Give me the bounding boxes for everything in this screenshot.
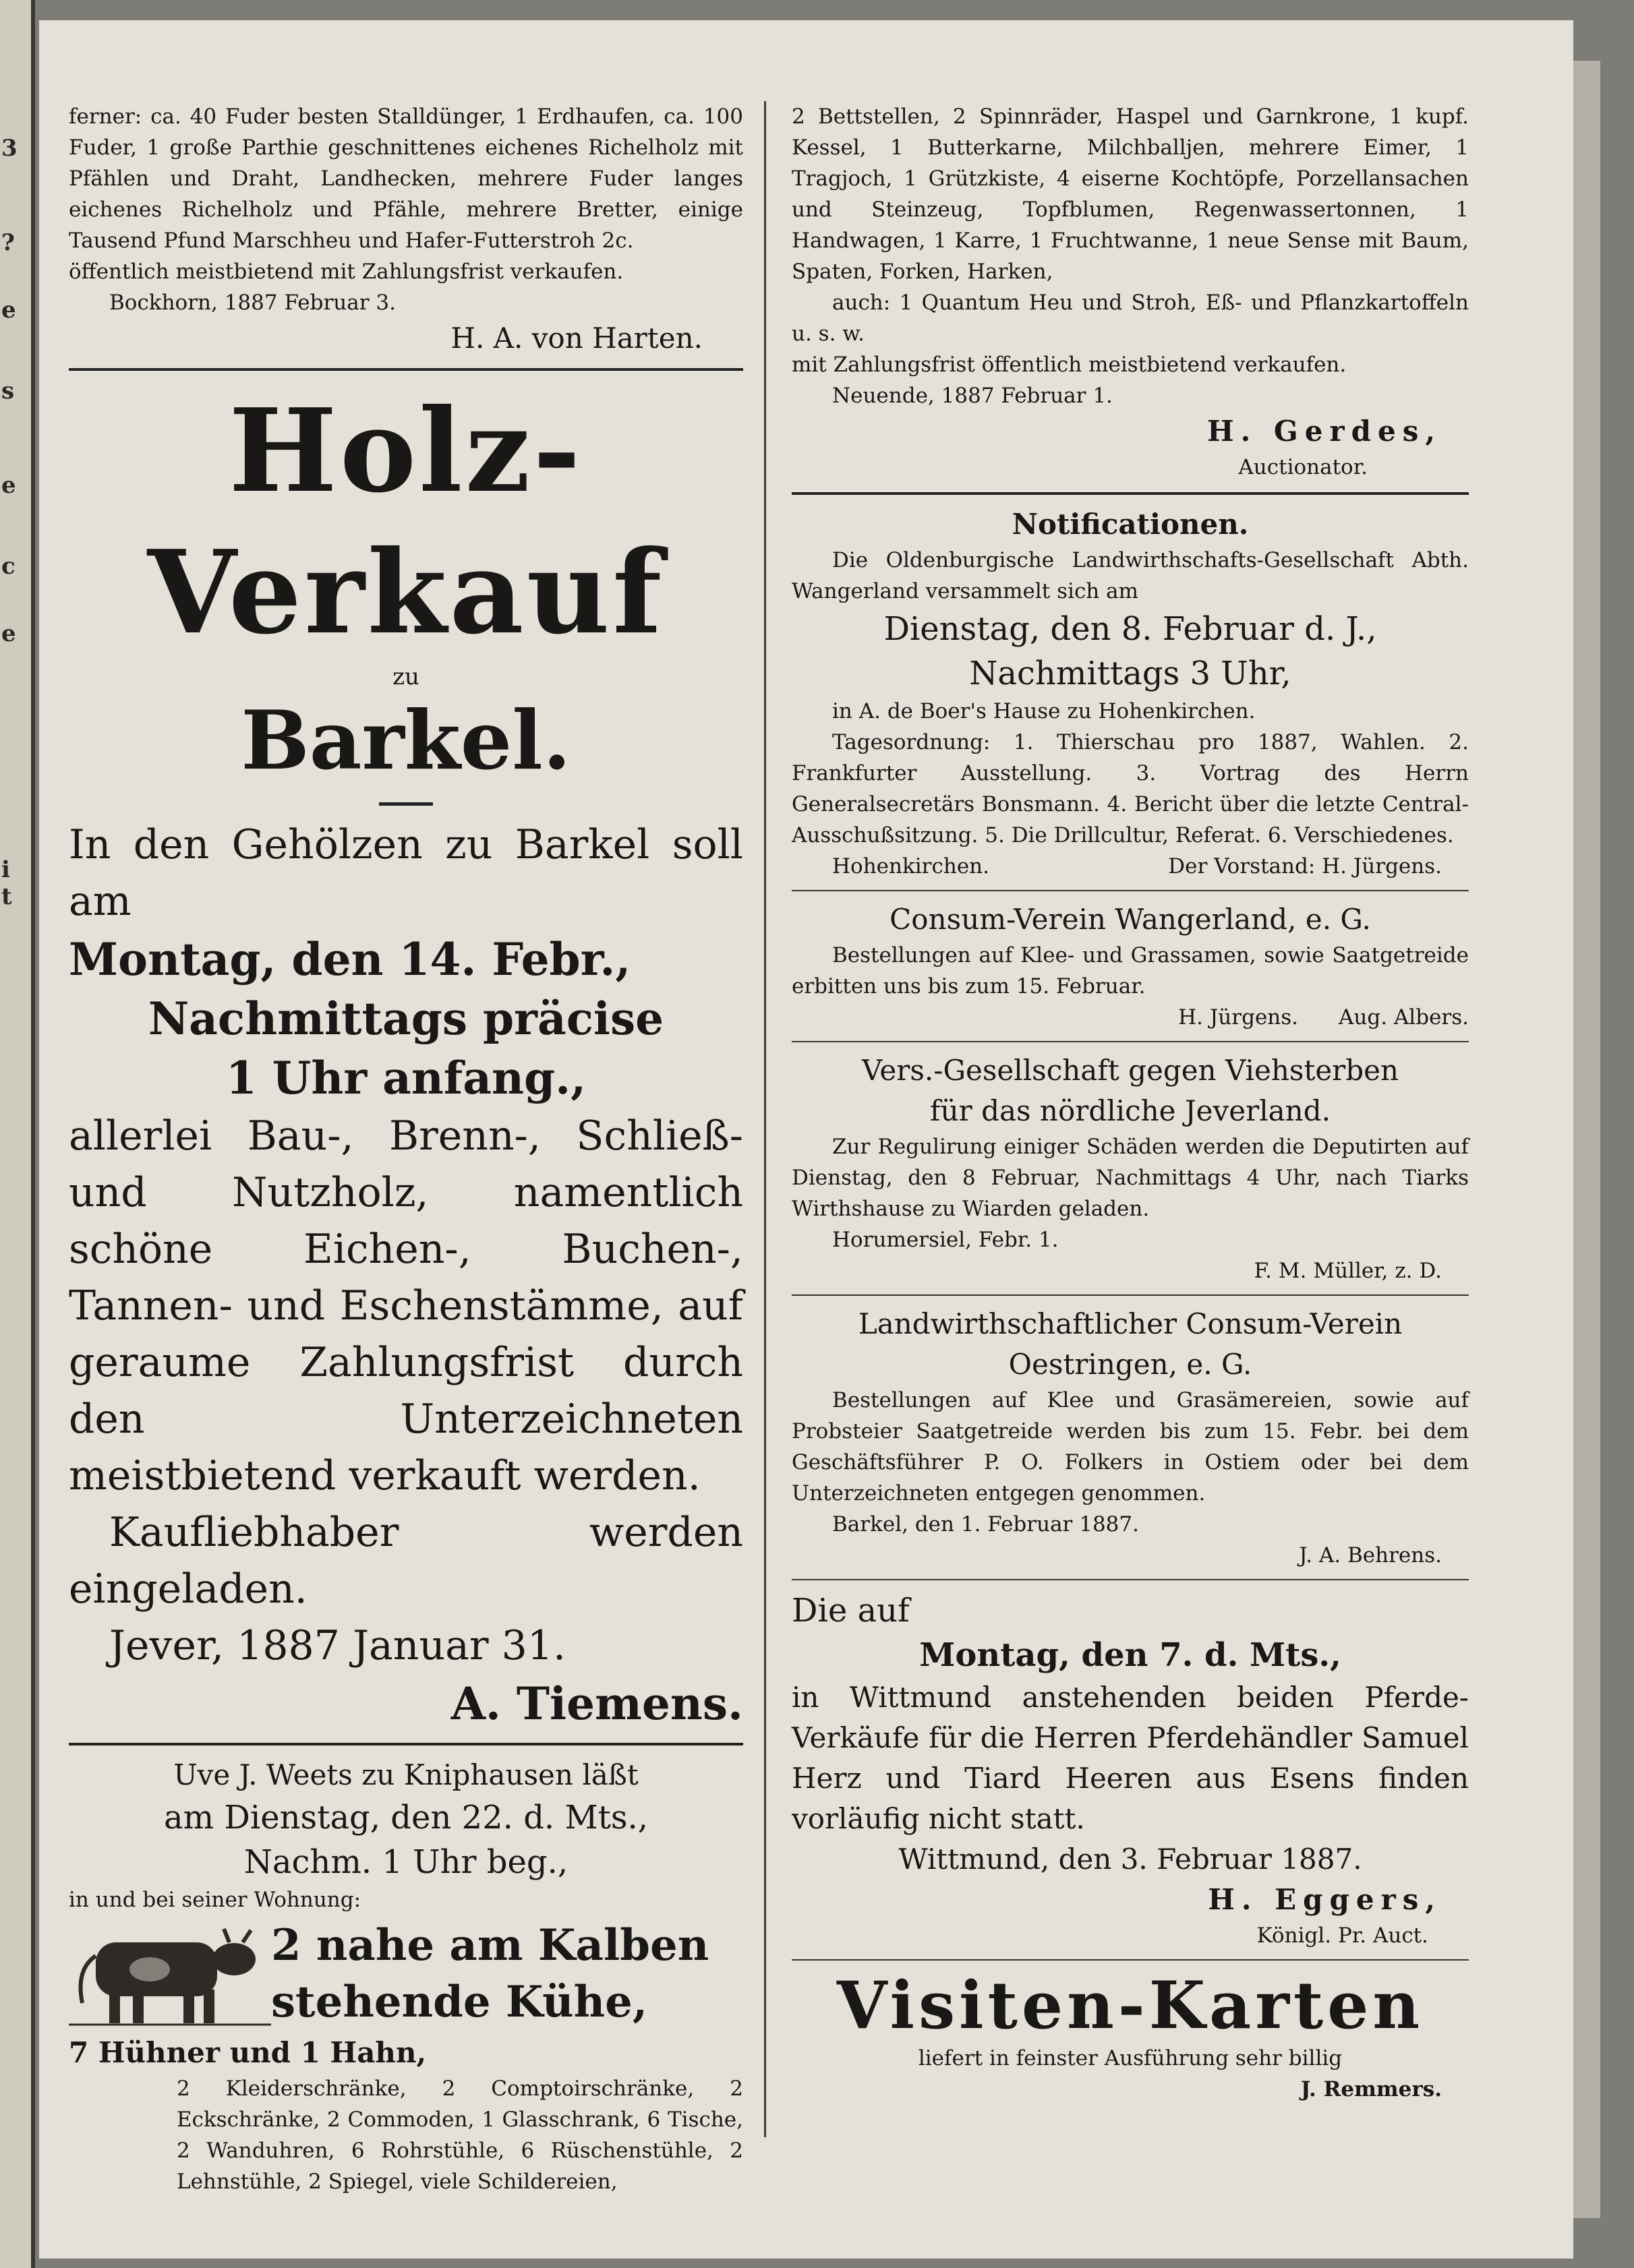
ad-text: in und bei seiner Wohnung:	[69, 1888, 361, 1912]
left-page-fragment: ?	[1, 229, 15, 256]
notice-divider	[792, 1294, 1469, 1296]
notice-text: Zur Regulirung einiger Schäden werden die Deputirten auf Dienstag, den 8 Februar, Nachmittags 4 Uhr, nach Tiarks Wirthshause zu Wiarden geladen.	[792, 1135, 1469, 1221]
notice-heading: Oestringen, e. G.	[1008, 1348, 1252, 1381]
ad-signature: A. Tiemens.	[450, 1677, 743, 1730]
ad-place-date: Jever, 1887 Januar 31.	[109, 1622, 566, 1669]
short-rule	[379, 802, 433, 806]
notice-agenda: Tagesordnung: 1. Thierschau pro 1887, Wahlen. 2. Frankfurter Ausstellung. 3. Vortrag des Herrn Generalsecretärs Bonsmann. 4. Bericht über die letzte Central-Ausschußsitzung. 5. Die Drillcultur, Referat. 6. Verschiedenes.	[792, 730, 1469, 847]
notice-footer	[792, 1002, 1469, 1033]
left-page-fragment: s	[1, 378, 15, 405]
ad-headline-connector: zu	[392, 663, 419, 690]
notice-signature: H. Jürgens.	[1178, 1005, 1299, 1029]
ad-text: Kaufliebhaber werden eingeladen.	[69, 1509, 743, 1613]
left-page-fragment: e	[1, 297, 16, 324]
consum-verein-oestringen	[792, 1304, 1469, 1571]
ad-text: mit Zahlungsfrist öffentlich meistbietend verkaufen.	[792, 353, 1347, 377]
newspaper-page	[39, 20, 1573, 2259]
ad-signature: J. Remmers.	[1300, 2077, 1442, 2101]
notice-signature-role: Königl. Pr. Auct.	[1256, 1923, 1428, 1948]
notice-heading: Consum-Verein Wangerland, e. G.	[889, 903, 1371, 936]
notice-signature: J. A. Behrens.	[1299, 1543, 1442, 1568]
ad-item-list: 2 Kleiderschränke, 2 Comptoirschränke, 2 Eckschränke, 2 Commoden, 1 Glasschrank, 6 Tische, 2 Wanduhren, 6 Rohrstühle, 6 Rüschenstühle, 2 Lehnstühle, 2 Spiegel, viele Schildereien,	[177, 2077, 743, 2194]
ad-time: Nachmittags präcise	[148, 992, 664, 1045]
page-stack-edge	[1573, 61, 1600, 2218]
notice-heading: Vers.-Gesellschaft gegen Viehsterben	[861, 1054, 1399, 1087]
left-page-fragment: e	[1, 472, 16, 499]
ad-item-list: 2 Bettstellen, 2 Spinnräder, Haspel und Garnkrone, 1 kupf. Kessel, 1 Butterkarne, Milchballjen, mehrere Eimer, 1 Tragjoch, 1 Grützkiste, 4 eiserne Kochtöpfe, Porzellansachen und Steinzeug, Topfblumen, Regenwassertonnen, 1 Handwagen, 1 Karre, 1 Fruchtwanne, 1 neue Sense mit Baum, Spaten, Forken, Harken,	[792, 105, 1469, 284]
column-right	[792, 101, 1469, 2105]
versicherung-viehsterben	[792, 1050, 1469, 1286]
left-page-fragment: c	[1, 553, 16, 580]
ad-signature-role: Auctionator.	[1238, 455, 1368, 479]
notice-divider	[792, 1041, 1469, 1042]
notice-text: Bestellungen auf Klee und Grasämereien, sowie auf Probsteier Saatgetreide werden bis zum 15. Febr. bei dem Geschäftsführer P. O. Folkers in Ostiem oder bei dem Unterzeichneten entgegen genommen.	[792, 1388, 1469, 1505]
ad-date: am Dienstag, den 22. d. Mts.,	[163, 1799, 649, 1837]
notice-signature: F. M. Müller, z. D.	[1254, 1259, 1442, 1283]
notice-place: Wittmund, den 3. Februar 1887.	[898, 1843, 1362, 1876]
column-left	[69, 101, 743, 2197]
ad-text: In den Gehölzen zu Barkel soll am	[69, 821, 743, 925]
notice-divider	[792, 1959, 1469, 1961]
visitenkarten-ad	[792, 1969, 1469, 2105]
section-heading: Notificationen.	[1012, 508, 1249, 541]
notice-divider	[792, 1579, 1469, 1580]
notice-heading: für das nördliche Jeverland.	[930, 1094, 1331, 1127]
column-separator	[764, 101, 766, 2137]
notice-place: Hohenkirchen.	[832, 854, 989, 878]
ad-item: 7 Hühner und 1 Hahn,	[69, 2036, 427, 2069]
ad-divider	[69, 1743, 743, 1745]
notice-divider	[792, 890, 1469, 891]
left-page-fragment: 3	[1, 135, 18, 162]
ad-time: 1 Uhr anfang.,	[225, 1052, 587, 1104]
notice-text: Die Oldenburgische Landwirthschafts-Gesellschaft Abth. Wangerland versammelt sich am	[792, 548, 1469, 603]
left-page-fragment: t	[1, 883, 12, 910]
ad-item-headline: 2 nahe am Kalben stehende Kühe,	[271, 1920, 709, 2027]
auction-ad-bockhorn	[69, 101, 743, 359]
notification-landwirthschaft	[792, 504, 1469, 882]
notice-time: Nachmittags 3 Uhr,	[969, 655, 1291, 692]
consum-verein-wangerland	[792, 899, 1469, 1033]
notice-text: in A. de Boer's Hause zu Hohenkirchen.	[832, 699, 1256, 723]
ad-place-date: Neuende, 1887 Februar 1.	[832, 384, 1113, 408]
ad-text: liefert in feinster Ausführung sehr billig	[918, 2046, 1343, 2070]
cow-icon	[69, 1915, 271, 2033]
auction-ad-neuende	[792, 101, 1469, 483]
left-page-edge	[0, 0, 35, 2268]
notice-heading: Landwirthschaftlicher Consum-Verein	[858, 1307, 1403, 1340]
ad-text: Uve J. Weets zu Kniphausen läßt	[173, 1758, 639, 1791]
ad-divider	[792, 492, 1469, 495]
notice-signature: Aug. Albers.	[1339, 1005, 1469, 1029]
notice-text: Bestellungen auf Klee- und Grassamen, sowie Saatgetreide erbitten uns bis zum 15. Februar.	[792, 943, 1469, 998]
auction-ad-kniphausen	[69, 1755, 743, 2197]
left-page-fragment: i	[1, 856, 10, 883]
cow-item-row	[69, 1915, 743, 2033]
holz-verkauf-ad	[69, 380, 743, 1733]
ad-text: ferner: ca. 40 Fuder besten Stalldünger, 1 Erdhaufen, ca. 100 Fuder, 1 große Parthie geschnittenes eichenes Richelholz mit Pfählen und Draht, Landhecken, mehrere Fuder langes eichenes Richelholz und Pfähle, mehrere Bretter, einige Tausend Pfund Marschheu und Hafer-Futterstroh 2c.	[69, 105, 743, 253]
ad-headline: Holz-Verkauf	[147, 384, 665, 660]
ad-text: öffentlich meistbietend mit Zahlungsfrist verkaufen.	[69, 260, 624, 284]
ad-signature: H. Gerdes,	[1206, 415, 1442, 448]
left-page-fragment: e	[1, 620, 16, 647]
notice-place: Horumersiel, Febr. 1.	[832, 1228, 1059, 1252]
notice-date: Dienstag, den 8. Februar d. J.,	[883, 610, 1377, 648]
notice-footer	[792, 851, 1469, 882]
ad-headline: Visiten-Karten	[836, 1967, 1424, 2043]
ad-text: auch: 1 Quantum Heu und Stroh, Eß- und Pflanzkartoffeln u. s. w.	[792, 291, 1469, 346]
notice-signature: Der Vorstand: H. Jürgens.	[1168, 854, 1442, 878]
notice-place: Barkel, den 1. Februar 1887.	[832, 1512, 1139, 1536]
notice-signature: H. Eggers,	[1208, 1883, 1442, 1916]
ad-headline-place: Barkel.	[241, 693, 571, 788]
ad-place-date: Bockhorn, 1887 Februar 3.	[109, 291, 396, 315]
ad-signature: H. A. von Harten.	[450, 322, 703, 355]
page-gutter	[31, 0, 35, 2268]
notice-text: in Wittmund anstehenden beiden Pferde-Verkäufe für die Herren Pferdehändler Samuel Herz und Tiard Heeren aus Esens finden vorläufig nicht statt.	[792, 1681, 1469, 1835]
ad-divider	[69, 368, 743, 371]
notice-date: Montag, den 7. d. Mts.,	[919, 1636, 1341, 1674]
notice-text: Die auf	[792, 1592, 910, 1630]
ad-text: allerlei Bau-, Brenn-, Schließ- und Nutzholz, namentlich schöne Eichen-, Buchen-, Tannen- und Eschenstämme, auf geraume Zahlungsfrist durch den Unterzeichneten meistbietend verkauft werden.	[69, 1112, 743, 1499]
ad-date: Montag, den 14. Febr.,	[69, 933, 631, 986]
ad-time: Nachm. 1 Uhr beg.,	[243, 1843, 568, 1881]
pferdeverkauf-notice	[792, 1588, 1469, 1951]
